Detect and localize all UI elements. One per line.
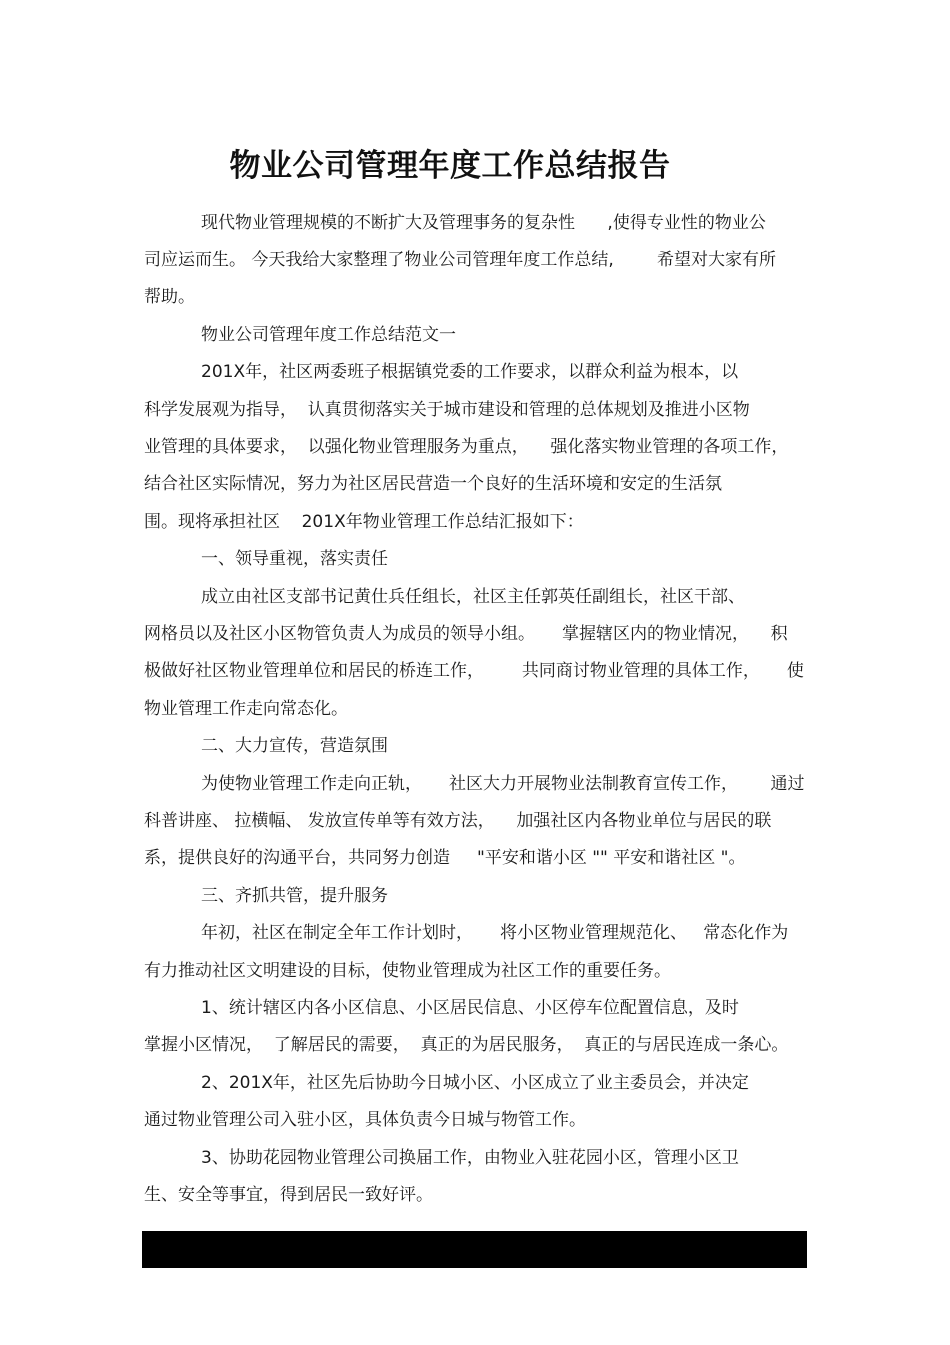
paragraph-line: 围。现将承担社区 201X年物业管理工作总结汇报如下：: [144, 512, 584, 532]
document-title: 物业公司管理年度工作总结报告: [229, 147, 671, 184]
paragraph-line: 成立由社区支部书记黄仕兵任组长，社区主任郭英任副组长，社区干部、: [201, 587, 745, 607]
paragraph-line: 现代物业管理规模的不断扩大及管理事务的复杂性 ,使得专业性的物业公: [201, 213, 766, 233]
section-heading: 二、大力宣传，营造氛围: [201, 736, 388, 756]
section-heading: 物业公司管理年度工作总结范文一: [201, 325, 456, 345]
section-heading: 三、齐抓共管，提升服务: [201, 886, 388, 906]
paragraph-line: 掌握小区情况， 了解居民的需要， 真正的为居民服务， 真正的与居民连成一条心。: [144, 1035, 789, 1055]
paragraph-line: 通过物业管理公司入驻小区，具体负责今日城与物管工作。: [144, 1110, 586, 1130]
paragraph-line: 物业管理工作走向常态化。: [144, 699, 348, 719]
paragraph-line: 司应运而生。 今天我给大家整理了物业公司管理年度工作总结, 希望对大家有所: [144, 250, 777, 270]
paragraph-line: 业管理的具体要求， 以强化物业管理服务为重点， 强化落实物业管理的各项工作，: [144, 437, 789, 457]
redaction-bar: [142, 1231, 807, 1268]
paragraph-line: 有力推动社区文明建设的目标，使物业管理成为社区工作的重要任务。: [144, 961, 671, 981]
paragraph-line: 网格员以及社区小区物管负责人为成员的领导小组。 掌握辖区内的物业情况， 积: [144, 624, 788, 644]
paragraph-line: 201X年，社区两委班子根据镇党委的工作要求，以群众利益为根本，以: [201, 362, 739, 382]
section-heading: 一、领导重视，落实责任: [201, 549, 388, 569]
paragraph-line: 年初，社区在制定全年工作计划时， 将小区物业管理规范化、 常态化作为: [201, 923, 789, 943]
paragraph-line: 为使物业管理工作走向正轨， 社区大力开展物业法制教育宣传工作， 通过: [201, 774, 805, 794]
paragraph-line: 2、201X年，社区先后协助今日城小区、小区成立了业主委员会，并决定: [201, 1073, 749, 1093]
paragraph-line: 帮助。: [144, 287, 195, 307]
paragraph-line: 1、统计辖区内各小区信息、小区居民信息、小区停车位配置信息，及时: [201, 998, 739, 1018]
paragraph-line: 3、协助花园物业管理公司换届工作，由物业入驻花园小区，管理小区卫: [201, 1148, 739, 1168]
paragraph-line: 极做好社区物业管理单位和居民的桥连工作， 共同商讨物业管理的具体工作， 使: [144, 661, 804, 681]
paragraph-line: 结合社区实际情况，努力为社区居民营造一个良好的生活环境和安定的生活氛: [144, 474, 722, 494]
paragraph-line: 科普讲座、 拉横幅、 发放宣传单等有效方法， 加强社区内各物业单位与居民的联: [144, 811, 772, 831]
paragraph-line: 生、安全等事宜，得到居民一致好评。: [144, 1185, 433, 1205]
paragraph-line: 系，提供良好的沟通平台，共同努力创造 "平安和谐小区 "" 平安和谐社区 "。: [144, 848, 746, 868]
paragraph-line: 科学发展观为指导， 认真贯彻落实关于城市建设和管理的总体规划及推进小区物: [144, 400, 750, 420]
